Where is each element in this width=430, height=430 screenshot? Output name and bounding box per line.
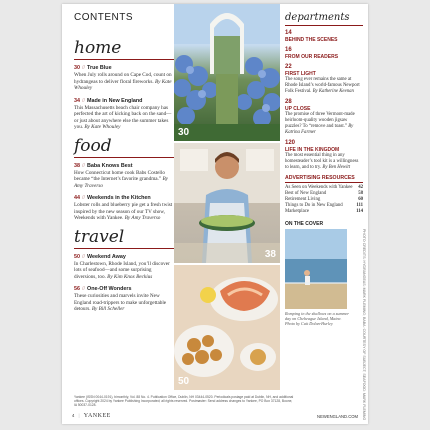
department-title: LIFE IN THE KINGDOM (285, 147, 340, 153)
divider (285, 25, 363, 26)
department-byline: By Katrina Farmer (285, 124, 354, 135)
page-number: 4 (72, 413, 75, 418)
advertising-page: 114 (356, 209, 363, 214)
website: NEWENGLAND.COM (317, 413, 358, 419)
contents-entry (74, 195, 174, 222)
cover-photo (285, 229, 347, 309)
entry-description-text: In Charlestown, Rhode Island, you’ll discover lots of seafood—and some surprising diversions, too. (74, 260, 170, 280)
entry-description (74, 170, 174, 190)
entry-byline: By Kim Knox Beckius (107, 273, 153, 280)
entry-heading-line (74, 163, 174, 170)
entry-description-text: When July rolls around on Cape Cod, count on hydrangeas to deliver floral fireworks. (74, 72, 172, 85)
advertising-page: 111 (356, 203, 363, 208)
entry-description (74, 261, 174, 281)
entry-byline: By Bill Scheller (91, 306, 125, 312)
department-title: FROM OUR READERS (285, 54, 339, 60)
divider (74, 59, 174, 60)
department-page-number: 16 (285, 47, 292, 53)
contents-column (74, 12, 174, 319)
advertising-row (285, 209, 363, 215)
entry-byline: By Amy Traverso (124, 215, 161, 221)
advertising-label: Best of New England (285, 191, 327, 196)
advertising-page: 58 (358, 191, 363, 196)
entry-title: Weekends in the Kitchen (87, 195, 151, 201)
section-title: food (74, 135, 112, 156)
advertising-label: As Seen on Weekends with Yankee (285, 185, 353, 190)
department-entry (285, 47, 363, 60)
legal-notice: Yankee (ISSN 0044-0191), bimonthly, Vol. 88 No. 4. Publication Office, Dublin, NH 03444-0520. Periodicals postage paid at Dublin, NH, and additional offices. Copyright 2024 by Yankee Publishing Incorporated; all rights reserved. Postmaster: Send address changes to Yankee, PO Box 37128, Boone, IA 50037-0128. (74, 395, 294, 408)
seafood-photo (174, 265, 280, 390)
footer-separator: | (78, 413, 80, 418)
department-description (285, 77, 363, 95)
entry-title: Baba Knows Best (87, 162, 133, 169)
divider (285, 182, 363, 183)
page-footer (72, 413, 358, 419)
entry-title: One-Off Wonders (87, 286, 132, 292)
cook-illustration (174, 143, 280, 263)
department-description-text: The most essential thing in any homesteader’s tool kit is a willingness to learn, and to try. (285, 153, 359, 170)
department-page-number: 28 (285, 99, 292, 105)
entry-description (74, 202, 174, 222)
advertising-title: ADVERTISING RESOURCES (285, 175, 355, 181)
department-page-number: 120 (285, 140, 296, 146)
entry-separator: // (82, 97, 85, 104)
hydrangea-illustration (174, 4, 280, 141)
entry-separator: // (82, 65, 85, 71)
hydrangea-photo (174, 4, 280, 141)
entry-byline: By Amy Traverso (74, 176, 168, 189)
entry-separator: // (82, 253, 85, 260)
entry-description (74, 293, 174, 313)
department-byline: By Ben Hewitt (322, 165, 351, 170)
department-byline: By Katherine Keenan (312, 89, 354, 94)
photo-page-number: 30 (178, 127, 190, 138)
contents-entry (74, 286, 174, 313)
advertising-label: Retirement Living (285, 197, 321, 202)
contents-entry (74, 163, 174, 190)
department-title: UP CLOSE (285, 106, 311, 112)
advertising-list (285, 185, 363, 215)
entry-title: Weekend Away (87, 253, 126, 260)
divider (74, 248, 174, 249)
entry-description-text: Lobster rolls and blueberry pie get a fresh twist inspired by the new season of our TV show, Weekends with Yankee. (74, 202, 173, 221)
entry-heading-line (74, 65, 174, 72)
entry-page-number: 34 (74, 97, 80, 104)
department-page-number: 14 (285, 30, 292, 36)
entry-description-text: These curiosities and marvels invite New England road-trippers to make unforgettable detours. (74, 293, 167, 312)
entry-description-text: This Massachusetts beach chair company has perfected the art of kicking back on the sand—or just about anywhere else the summer takes you. (74, 104, 172, 130)
magazine-page (62, 4, 368, 424)
section-travel (74, 228, 174, 313)
department-entry (285, 99, 363, 136)
cover-caption: Romping in the shallows on a summer day on Chebeague Island, Maine. Photo by Cait Dolan-Hurley (285, 311, 349, 326)
contents-entry (74, 65, 174, 92)
beach-illustration (285, 229, 347, 309)
entry-separator: // (82, 286, 85, 292)
advertising-page: 60 (358, 197, 363, 202)
contents-title: CONTENTS (74, 12, 133, 23)
department-description (285, 153, 363, 171)
entry-description (74, 72, 174, 92)
photo-page-number: 50 (178, 376, 190, 387)
department-description-text: The song ever remains the same at Rhode Island’s world-famous Newport Folk Festival. (285, 77, 360, 94)
entry-heading-line (74, 98, 174, 105)
department-title: BEHIND THE SCENES (285, 37, 338, 43)
entry-heading-line (74, 195, 174, 202)
entry-page-number: 44 (74, 195, 80, 201)
entry-page-number: 30 (74, 65, 80, 71)
department-entry (285, 64, 363, 95)
entry-byline: By Kate Whouley (74, 78, 172, 91)
entry-heading-line (74, 254, 174, 261)
footer-left (72, 413, 111, 419)
contents-entry (74, 98, 174, 131)
entry-page-number: 38 (74, 162, 80, 169)
advertising-label: Marketplace (285, 209, 309, 214)
entry-description (74, 105, 174, 131)
section-title: travel (74, 226, 125, 247)
entry-page-number: 56 (74, 286, 80, 292)
departments-list (285, 30, 363, 171)
department-description-text: The promise of three Vermont-made heirloom-quality wooden jigsaw puzzles? To “remove and toast.” (285, 112, 355, 129)
magazine-name: YANKEE (83, 413, 111, 419)
departments-title: departments (285, 12, 350, 23)
department-description (285, 112, 363, 136)
entry-page-number: 50 (74, 253, 80, 260)
department-page-number: 22 (285, 64, 292, 70)
entry-title: Made in New England (87, 97, 143, 104)
entry-separator: // (82, 162, 85, 169)
entry-title: True Blue (87, 65, 112, 71)
section-home (74, 39, 174, 131)
advertising-label: Things to Do in New England (285, 203, 343, 208)
entry-heading-line (74, 286, 174, 293)
departments-column (285, 12, 363, 326)
entry-description-text: How Connecticut home cook Babs Costello became “the Internet’s favorite grandma.” (74, 169, 165, 182)
divider (74, 157, 174, 158)
photo-credits (360, 229, 366, 421)
department-entry (285, 30, 363, 43)
entry-byline: By Kate Whouley (84, 124, 121, 130)
department-title: FIRST LIGHT (285, 71, 316, 77)
section-title: home (74, 38, 122, 58)
cook-photo (174, 143, 280, 263)
section-food (74, 137, 174, 222)
contents-entry (74, 254, 174, 281)
entry-separator: // (82, 195, 85, 201)
photo-credits-text: PHOTO CREDITS: HYDRANGEAS: MARK FLEMING; BABA: COURTESY OF SUBJECT; SEAFOOD: MARK FLEMING (362, 229, 366, 421)
advertising-page: 42 (358, 185, 363, 190)
photo-page-number: 38 (264, 249, 276, 260)
seafood-illustration (174, 265, 280, 390)
department-entry (285, 140, 363, 171)
cover-title: ON THE COVER (285, 221, 324, 227)
feature-sections (74, 39, 174, 313)
